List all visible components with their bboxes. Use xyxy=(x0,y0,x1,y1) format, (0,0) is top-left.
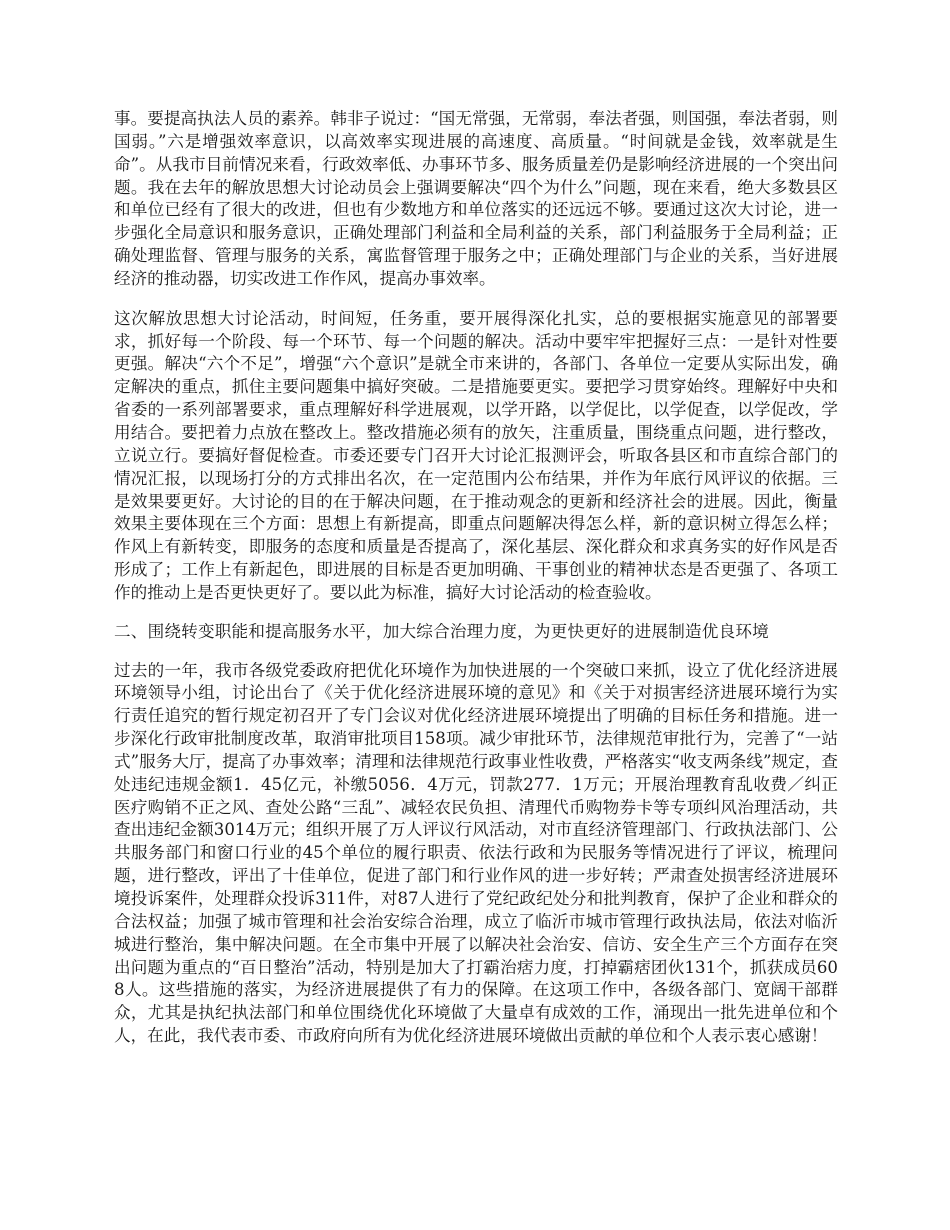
paragraph-environment: 过去的一年，我市各级党委政府把优化环境作为加快进展的一个突破口来抓，设立了优化经济进展环境领导小组，讨论出台了《关于优化经济进展环境的意见》和《关于对损害经济进展环境行为实行责任追究的暂行规定初召开了专门会议对优化经济进展环境提出了明确的目标任务和措施。进一步深化行政审批制度改革，取消审批项目158项。减少审批环节，法律规范审批行为，完善了“一站式”服务大厅，提高了办事效率；清理和法律规范行政事业性收费，严格落实“收支两条线”规定，查处违纪违规金额1．45亿元，补缴5056．4万元，罚款277．1万元；开展治理教育乱收费／纠正医疗购销不正之风、查处公路“三乱”、减轻农民负担、清理代币购物券卡等专项纠风治理活动，共查出违纪金额3014万元；组织开展了万人评议行风活动，对市直经济管理部门、行政执法部门、公共服务部门和窗口行业的45个单位的履行职责、依法行政和为民服务等情况进行了评议，梳理问题，进行整改，评出了十佳单位，促进了部门和行业作风的进一步好转；严肃查处损害经济进展环境投诉案件，处理群众投诉311件，对87人进行了党纪政纪处分和批判教育，保护了企业和群众的合法权益；加强了城市管理和社会治安综合治理，成立了临沂市城市管理行政执法局，依法对临沂城进行整治，集中解决问题。在全市集中开展了以解决社会治安、信访、安全生产三个方面存在突出问题为重点的“百日整治”活动，特别是加大了打霸治痞力度，打掉霸痞团伙131个，抓获成员608人。这些措施的落实，为经济进展提供了有力的保障。在这项工作中，各级各部门、宽阔干部群众，尤其是执纪执法部门和单位围绕优化环境做了大量卓有成效的工作，涌现出一批先进单位和个人，在此，我代表市委、市政府向所有为优化经济进展环境做出贡献的单位和个人表示衷心感谢！ xyxy=(114,660,838,1046)
paragraph-discussion-activity: 这次解放思想大讨论活动，时间短，任务重，要开展得深化扎实，总的要根据实施意见的部署要求，抓好每一个阶段、每一个环节、每一个问题的解决。活动中要牢牢把握好三点：一是针对性要更强。解决“六个不足”，增强“六个意识”是就全市来讲的，各部门、各单位一定要从实际出发，确定解决的重点，抓住主要问题集中搞好突破。二是措施要更实。要把学习贯穿始终。理解好中央和省委的一系列部署要求，重点理解好科学进展观，以学开路，以学促比，以学促查，以学促改，学用结合。要把着力点放在整改上。整改措施必须有的放矢，注重质量，围绕重点问题，进行整改，立说立行。要搞好督促检查。市委还要专门召开大讨论汇报测评会，听取各县区和市直综合部门的情况汇报，以现场打分的方式排出名次，在一定范围内公布结果，并作为年底行风评议的依据。三是效果要更好。大讨论的目的在于解决问题，在于推动观念的更新和经济社会的进展。因此，衡量效果主要体现在三个方面：思想上有新提高，即重点问题解决得怎么样，新的意识树立得怎么样；作风上有新转变，即服务的态度和质量是否提高了，深化基层、深化群众和求真务实的好作风是否形成了；工作上有新起色，即进展的目标是否更加明确、干事创业的精神状态是否更强了、各项工作的推动上是否更快更好了。要以此为标准，搞好大讨论活动的检查验收。 xyxy=(114,308,838,602)
section-heading: 二、围绕转变职能和提高服务水平，加大综合治理力度，为更快更好的进展制造优良环境 xyxy=(114,621,769,641)
paragraph-efficiency: 事。要提高执法人员的素养。韩非子说过：“国无常强，无常弱，奉法者强，则国强，奉法者弱，则国弱。”六是增强效率意识，以高效率实现进展的高速度、高质量。“时间就是金钱，效率就是生命”。从我市目前情况来看，行政效率低、办事环节多、服务质量差仍是影响经济进展的一个突出问题。我在去年的解放思想大讨论动员会上强调要解决“四个为什么”问题，现在来看，绝大多数县区和单位已经有了很大的改进，但也有少数地方和单位落实的还远远不够。要通过这次大讨论，进一步强化全局意识和服务意识，正确处理部门利益和全局利益的关系，部门利益服务于全局利益；正确处理监督、管理与服务的关系，寓监督管理于服务之中；正确处理部门与企业的关系，当好进展经济的推动器，切实改进工作作风，提高办事效率。 xyxy=(114,109,838,288)
document-body xyxy=(114,108,838,1048)
